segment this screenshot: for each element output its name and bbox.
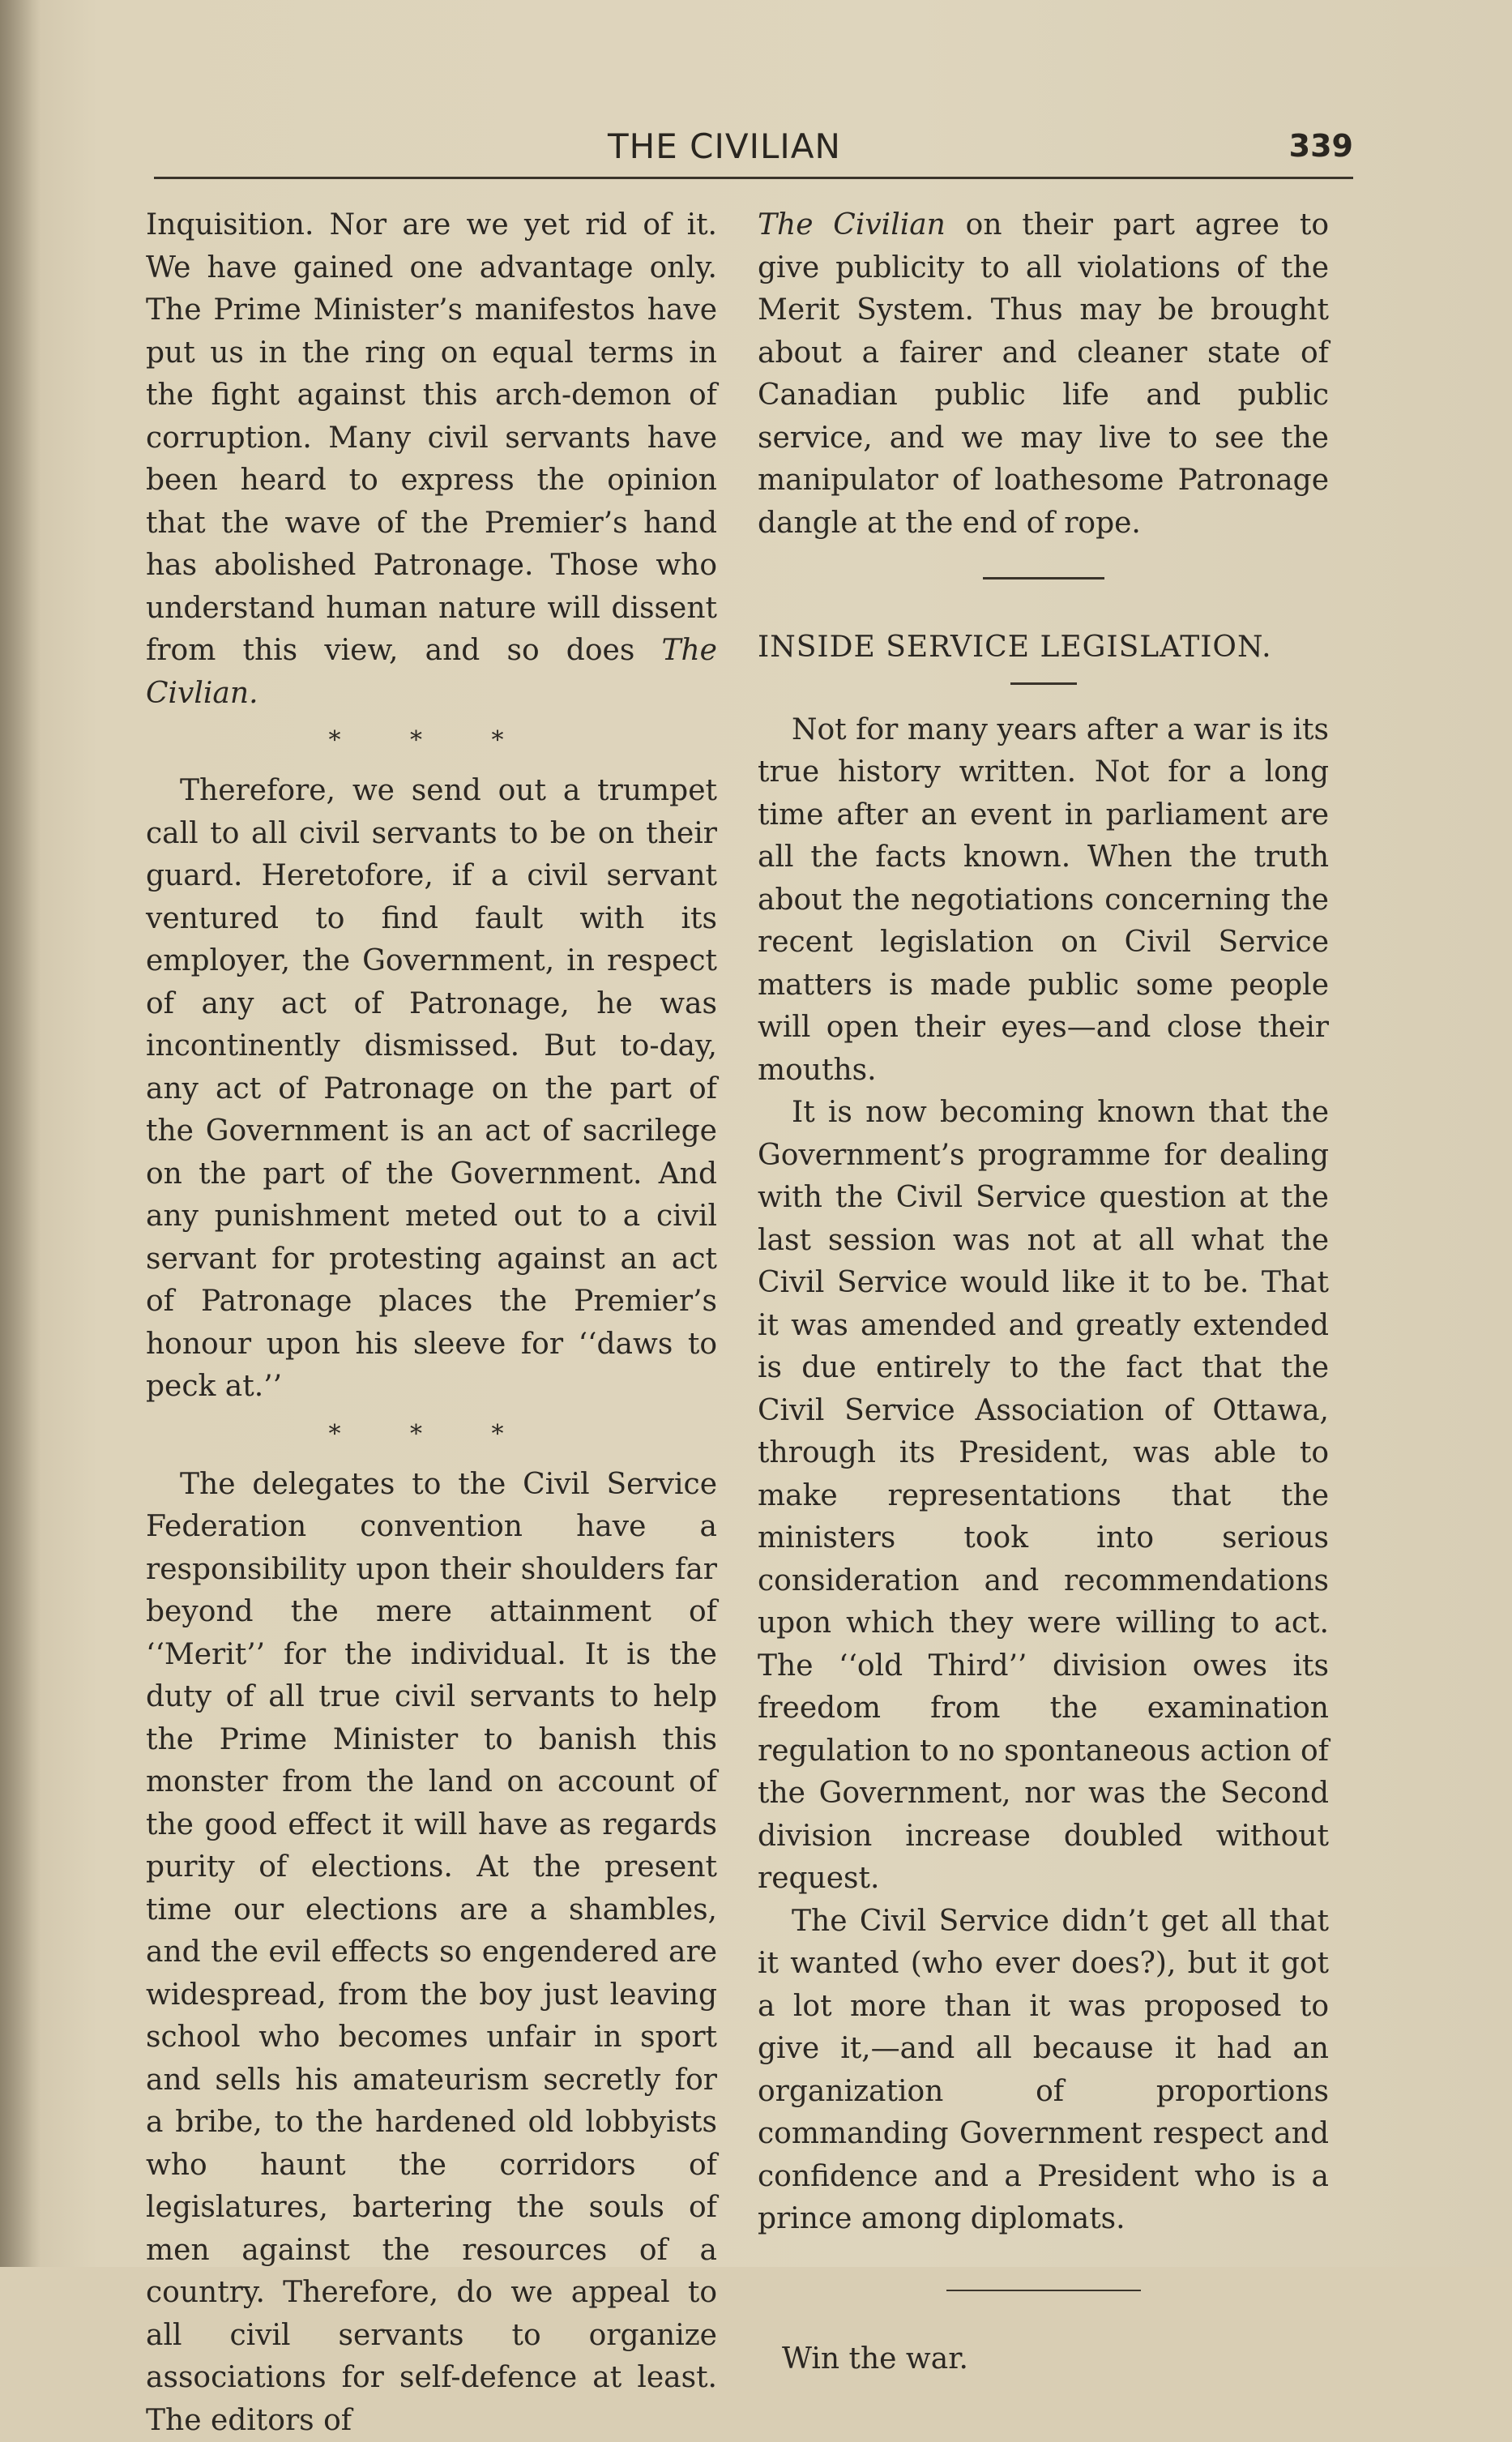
section-break-stars: * * * [146,720,717,762]
left-paragraph-3: The delegates to the Civil Service Federation convention have a responsibility upon their shoulders far beyond the mere attainment of ‘‘Merit’’ for the individual. It is the duty of all true civil servants to help the Prime Minister to banish this monster from the land on account of the good effect it will have as regards purity of elections. At the present time our elections are a shambles, and the evil effects so engendered are widespread, from the boy just leaving school who becomes unfair in sport and sells his amateurism secretly for a bribe, to the hardened old lobbyists who haunt the corridors of legislatures, bartering the souls of men against the resources of a country. Therefore, do we appeal to all civil servants to organize associations for self-defence at least. The editors of [146,1464,717,2442]
section-divider [983,577,1104,579]
left-paragraph-1 [146,204,717,715]
running-title: THE CIVILIAN [608,126,841,166]
right-paragraph-0-italic: The Civilian [758,208,946,242]
binding-gutter [0,0,41,2267]
page-number: 339 [1289,128,1353,164]
left-paragraph-1-italic: The Civlian. [146,634,717,710]
right-paragraph-2: It is now becoming known that the Government’s programme for dealing with the Civil Service question at the last session was not at all what the Civil Service would like it to be. That it was amended and greatly extended is due entirely to the fact that the Civil Service Association of Ottawa, through its President, was able to make representations that the ministers took into serious consideration and recommendations upon which they were willing to act. The ‘‘old Third’’ division owes its freedom from the examination regulation to no spontaneous action of the Government, nor was the Second division increase doubled without request. [758,1092,1329,1901]
right-paragraph-1: Not for many years after a war is its true history written. Not for a long time after an event in parliament are all the facts known. When the truth about the negotiations concerning the recent legislation on Civil Service matters is made public some people will open their eyes—and close their mouths. [758,709,1329,1093]
right-column [758,204,1329,2380]
left-column [146,204,717,2442]
signoff: Win the war. [782,2338,1329,2381]
section-heading: INSIDE SERVICE LEGISLATION. [758,627,1329,669]
left-paragraph-2: Therefore, we send out a trumpet call to all civil servants to be on their guard. Heretofore, if a civil servant ventured to find fault with its employer, the Government, in respect of any act of Patronage, he was incontinently dismissed. But to-day, any act of Patronage on the part of the Government is an act of sacrilege on the part of the Government. And any punishment meted out to a civil servant for protesting against an act of Patronage places the Premier’s honour upon his sleeve for ‘‘daws to peck at.’’ [146,770,717,1409]
left-paragraph-1-text: Inquisition. Nor are we yet rid of it. We have gained one advantage only. The Prime Minister’s manifestos have put us in the ring on equal terms in the fight against this arch-demon of corruption. Many civil servants have been heard to express the opinion that the wave of the Premier’s hand has abolished Patronage. Those who understand human nature will dissent from this view, and so does [146,208,717,667]
right-paragraph-3: The Civil Service didn’t get all that it wanted (who ever does?), but it got a lot more than it was proposed to give it,—and all because it had an organization of proportions commanding Government respect and confidence and a President who is a prince among diplomats. [758,1901,1329,2241]
header-rule [154,177,1353,179]
right-paragraph-0 [758,204,1329,545]
right-paragraph-0-text: on their part agree to give publicity to all violations of the Merit System. Thus may be brought about a fairer and cleaner state of Canadian public life and public service, and we may live to see the manipulator of loathesome Patronage dangle at the end of rope. [758,208,1329,540]
section-break-stars: * * * [146,1413,717,1456]
page-header [154,122,1353,170]
end-divider [946,2290,1141,2291]
heading-rule [1010,682,1077,685]
